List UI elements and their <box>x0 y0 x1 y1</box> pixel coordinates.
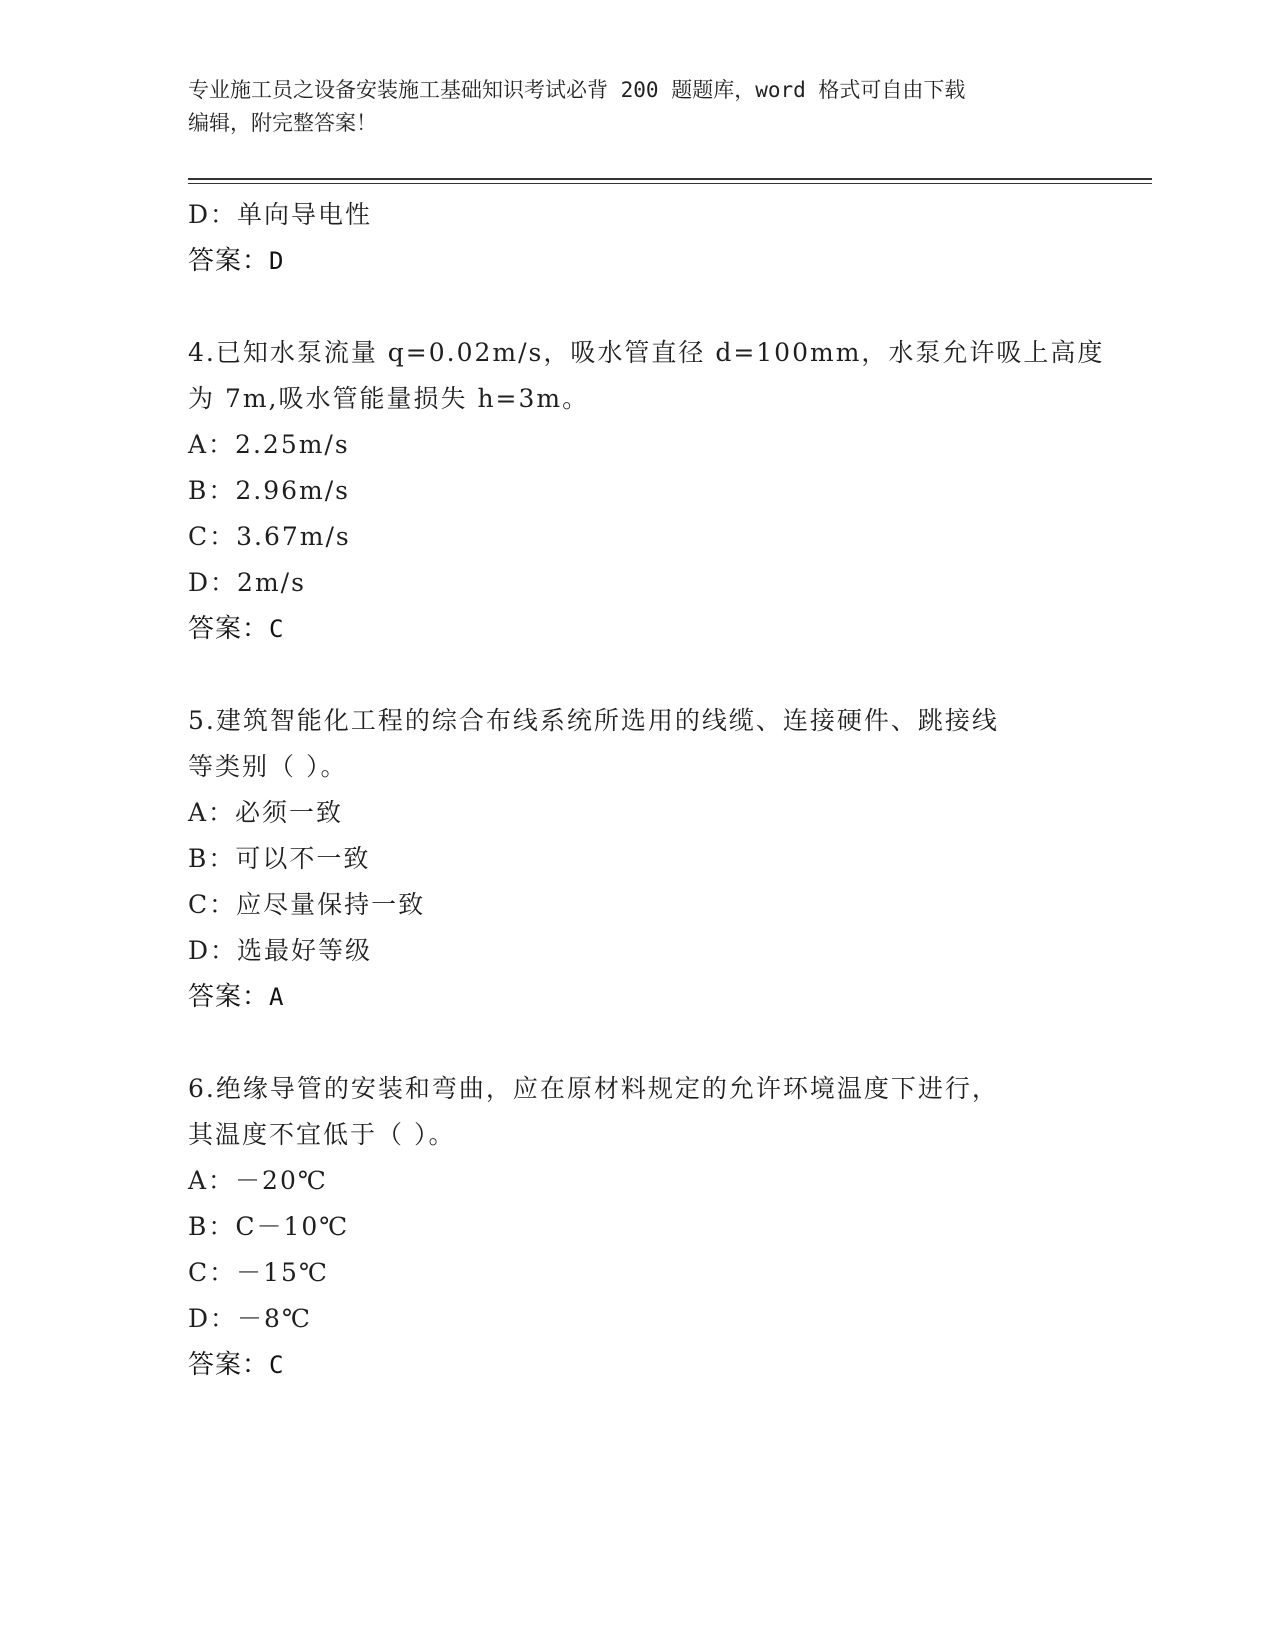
answer-value: C <box>269 1351 284 1379</box>
question-stem-line: 为 7m,吸水管能量损失 h=3m。 <box>188 384 590 413</box>
document-header <box>188 74 1078 140</box>
document-body <box>188 192 1105 1388</box>
question-5 <box>188 698 1088 1020</box>
option-b: B：C－10℃ <box>188 1212 350 1241</box>
answer-label: 答案： <box>188 982 270 1012</box>
spacer <box>188 284 1088 330</box>
answer-line <box>188 238 1088 284</box>
question-4 <box>188 330 1105 652</box>
answer-line <box>188 974 1088 1020</box>
question-6 <box>188 1066 1088 1388</box>
question-stem-line: 等类别（ ）。 <box>188 752 348 781</box>
option-d: D：－8℃ <box>188 1304 312 1333</box>
option-a: A：2.25m/s <box>188 430 350 459</box>
answer-value: D <box>269 247 284 275</box>
question-stem-line: 6.绝缘导管的安装和弯曲，应在原材料规定的允许环境温度下进行， <box>188 1074 999 1103</box>
option-a: A：－20℃ <box>188 1166 328 1195</box>
option-a: A：必须一致 <box>188 798 344 827</box>
question-stem-line: 4.已知水泵流量 q=0.02m/s，吸水管直径 d=100mm，水泵允许吸上高度 <box>188 338 1105 367</box>
header-line-2: 编辑，附完整答案！ <box>188 111 377 135</box>
answer-label: 答案： <box>188 1350 270 1380</box>
option-c: C：应尽量保持一致 <box>188 890 426 919</box>
answer-line <box>188 1342 1088 1388</box>
answer-value: A <box>269 983 284 1011</box>
question-stem-line: 其温度不宜低于（ ）。 <box>188 1120 456 1149</box>
answer-label: 答案： <box>188 246 270 276</box>
option-c: C：3.67m/s <box>188 522 351 551</box>
answer-value: C <box>269 615 284 643</box>
spacer <box>188 1020 1088 1066</box>
spacer <box>188 652 1088 698</box>
header-rule-thin <box>188 183 1152 184</box>
option-b: B：可以不一致 <box>188 844 371 873</box>
answer-line <box>188 606 1088 652</box>
question-stem-line: 5.建筑智能化工程的综合布线系统所选用的线缆、连接硬件、跳接线 <box>188 706 999 735</box>
option-b: B：2.96m/s <box>188 476 350 505</box>
header-rule-thick <box>188 178 1152 180</box>
header-line-1: 专业施工员之设备安装施工基础知识考试必背 200 题题库，word 格式可自由下载 <box>188 78 966 102</box>
option-d: D：单向导电性 <box>188 200 373 229</box>
answer-label: 答案： <box>188 614 270 644</box>
option-d: D：选最好等级 <box>188 936 373 965</box>
option-c: C：－15℃ <box>188 1258 329 1287</box>
option-d: D：2m/s <box>188 568 306 597</box>
